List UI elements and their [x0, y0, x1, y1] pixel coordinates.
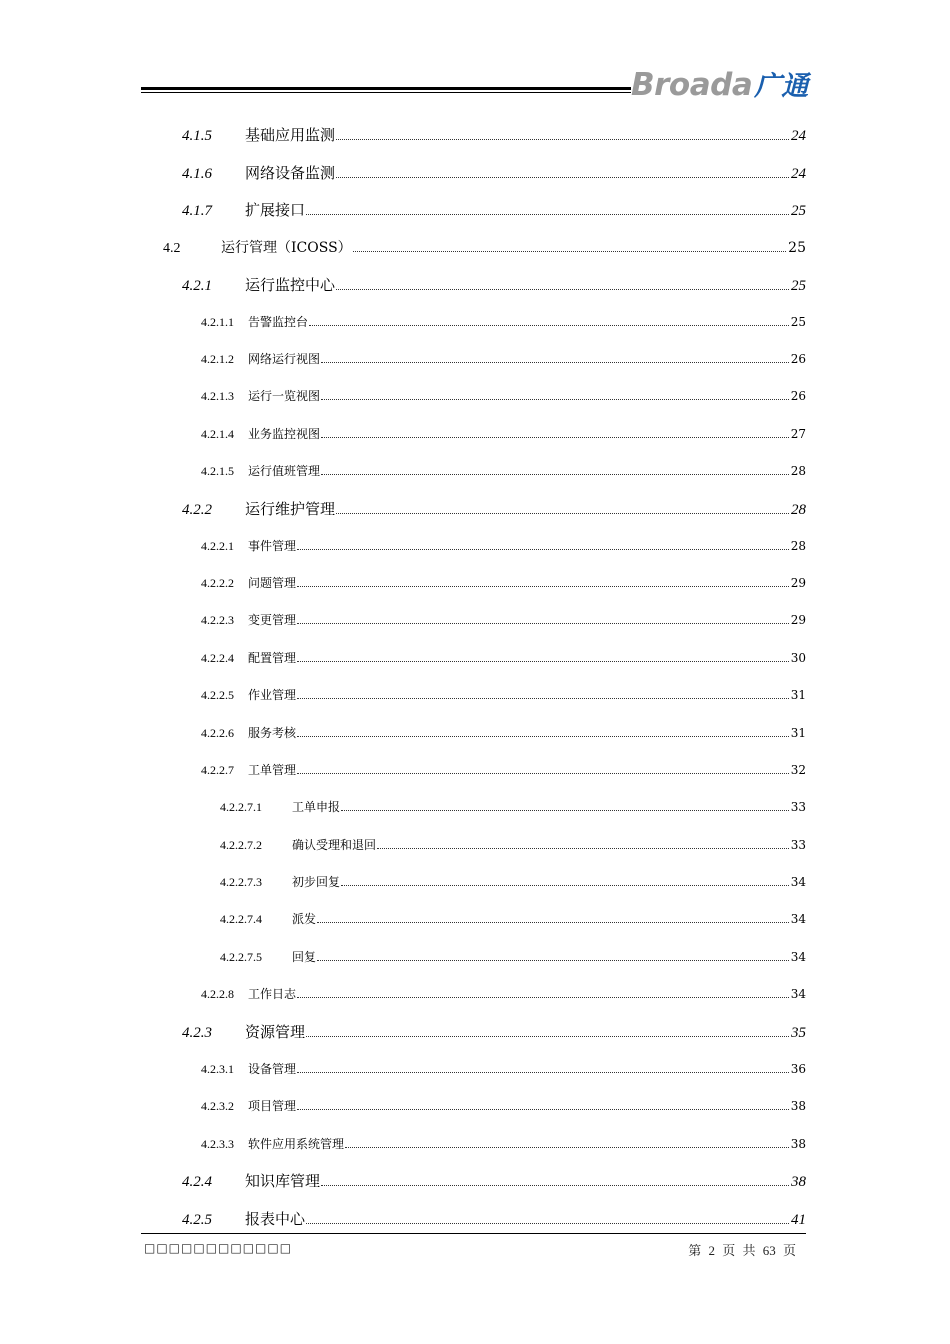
toc-entry[interactable]: [201, 425, 806, 442]
toc-number: 4.2.3.1: [201, 1062, 234, 1076]
toc-entry[interactable]: [201, 462, 806, 479]
toc-page-number: 41: [791, 1212, 806, 1228]
toc-leader-dots: [321, 398, 789, 400]
toc-number: 4.2.2.6: [201, 726, 234, 740]
toc-page-number: 33: [790, 800, 806, 814]
toc-title: 知识库管理: [245, 1172, 321, 1190]
toc-entry[interactable]: [201, 686, 806, 703]
toc-entry[interactable]: [201, 649, 806, 666]
toc-title: 告警监控台: [248, 315, 309, 329]
toc-title: 确认受理和退回: [292, 838, 377, 852]
toc-entry[interactable]: [201, 724, 806, 741]
toc-leader-dots: [297, 660, 789, 662]
toc-page-number: 28: [791, 502, 806, 518]
toc-title: 运行维护管理: [245, 500, 336, 518]
toc-entry[interactable]: [220, 873, 806, 890]
toc-number: 4.2.2.8: [201, 987, 234, 1001]
toc-title: 网络运行视图: [248, 352, 321, 366]
toc-entry[interactable]: [220, 948, 806, 965]
toc-number: 4.1.5: [182, 128, 212, 144]
toc-title: 工作日志: [248, 987, 297, 1001]
toc-leader-dots: [377, 847, 789, 849]
toc-title: 派发: [292, 912, 317, 926]
toc-entry[interactable]: [201, 1097, 806, 1114]
toc-page-number: 34: [790, 912, 806, 926]
toc-entry[interactable]: [182, 124, 806, 145]
toc-leader-dots: [306, 1222, 789, 1224]
toc-leader-dots: [353, 250, 787, 252]
footer-rule: [141, 1233, 806, 1234]
toc-page-number: 25: [791, 278, 806, 294]
toc-leader-dots: [341, 884, 789, 886]
toc-number: 4.2.1.3: [201, 389, 234, 403]
toc-number: 4.2.2.4: [201, 651, 234, 665]
toc-number: 4.2.2.7.3: [220, 875, 262, 889]
toc-leader-dots: [336, 176, 789, 178]
toc-title: 报表中心: [245, 1210, 306, 1228]
toc-title: 变更管理: [248, 613, 297, 627]
toc-number: 4.1.7: [182, 203, 212, 219]
toc-leader-dots: [341, 809, 789, 811]
toc-number: 4.2.2.2: [201, 576, 234, 590]
toc-entry[interactable]: [201, 537, 806, 554]
toc-entry[interactable]: [201, 761, 806, 778]
toc-entry[interactable]: [201, 387, 806, 404]
toc-leader-dots: [345, 1146, 789, 1148]
toc-entry[interactable]: [201, 350, 806, 367]
toc-leader-dots: [317, 921, 789, 923]
toc-page-number: 27: [790, 427, 806, 441]
toc-entry[interactable]: [182, 1170, 806, 1191]
toc-leader-dots: [317, 959, 789, 961]
toc-number: 4.2.2.7: [201, 763, 234, 777]
logo-text-en: Broada: [631, 67, 753, 103]
footer-page-number: 第 2 页 共 63 页: [688, 1243, 796, 1258]
toc-title: 运行值班管理: [248, 464, 321, 478]
toc-leader-dots: [297, 585, 789, 587]
toc-leader-dots: [297, 735, 789, 737]
toc-title: 问题管理: [248, 576, 297, 590]
toc-title: 运行管理（ICOSS）: [221, 240, 352, 256]
toc-page-number: 24: [791, 166, 806, 182]
toc-entry[interactable]: [182, 199, 806, 220]
toc-entry[interactable]: [201, 574, 806, 591]
toc-title: 服务考核: [248, 726, 297, 740]
toc-number: 4.2.1.4: [201, 427, 234, 441]
toc-page-number: 26: [790, 352, 806, 366]
toc-entry[interactable]: [201, 611, 806, 628]
footer-company: □□□□□□□□□□□□: [144, 1241, 293, 1255]
toc-page-number: 34: [790, 987, 806, 1001]
toc-leader-dots: [309, 324, 789, 326]
toc-number: 4.2.2.7.2: [220, 838, 262, 852]
toc-number: 4.2: [163, 241, 181, 256]
toc-page-number: 25: [790, 315, 806, 329]
toc-entry[interactable]: [182, 498, 806, 519]
broada-logo: [631, 64, 809, 103]
toc-title: 网络设备监测: [245, 164, 336, 182]
toc-page-number: 38: [791, 1174, 806, 1190]
toc-title: 工单申报: [292, 800, 341, 814]
toc-number: 4.2.2.7.1: [220, 800, 262, 814]
toc-leader-dots: [297, 1071, 789, 1073]
toc-page-number: 31: [790, 726, 806, 740]
toc-page-number: 35: [791, 1025, 806, 1041]
toc-leader-dots: [306, 1035, 789, 1037]
toc-entry[interactable]: [220, 798, 806, 815]
toc-number: 4.2.3.2: [201, 1099, 234, 1113]
toc-page-number: 29: [790, 576, 806, 590]
toc-number: 4.2.5: [182, 1212, 212, 1228]
toc-page-number: 25: [791, 203, 806, 219]
toc-title: 项目管理: [248, 1099, 297, 1113]
toc-number: 4.2.1: [182, 278, 212, 294]
toc-title: 软件应用系统管理: [248, 1137, 345, 1151]
toc-leader-dots: [297, 772, 789, 774]
toc-number: 4.2.1.1: [201, 315, 234, 329]
toc-entry[interactable]: [201, 1060, 806, 1077]
toc-page-number: 25: [788, 240, 806, 256]
toc-leader-dots: [321, 473, 789, 475]
toc-entry[interactable]: [182, 274, 806, 295]
toc-title: 业务监控视图: [248, 427, 321, 441]
toc-number: 4.2.2.7.5: [220, 950, 262, 964]
toc-leader-dots: [321, 361, 789, 363]
toc-page-number: 24: [791, 128, 806, 144]
toc-number: 4.2.2.5: [201, 688, 234, 702]
toc-entry[interactable]: [220, 836, 806, 853]
toc-leader-dots: [321, 1184, 789, 1186]
toc-leader-dots: [336, 138, 789, 140]
toc-page-number: 28: [790, 539, 806, 553]
toc-page-number: 34: [790, 950, 806, 964]
toc-leader-dots: [297, 697, 789, 699]
toc-title: 设备管理: [248, 1062, 297, 1076]
toc-number: 4.2.1.2: [201, 352, 234, 366]
toc-page-number: 26: [790, 389, 806, 403]
toc-entry[interactable]: [182, 162, 806, 183]
toc-title: 配置管理: [248, 651, 297, 665]
header-rule-thick: [141, 87, 631, 90]
toc-title: 作业管理: [248, 688, 297, 702]
toc-page-number: 31: [790, 688, 806, 702]
toc-entry[interactable]: [201, 1135, 806, 1152]
toc-number: 4.1.6: [182, 166, 212, 182]
toc-page-number: 38: [790, 1137, 806, 1151]
toc-page-number: 33: [790, 838, 806, 852]
toc-title: 回复: [292, 950, 317, 964]
logo-text-cn: 广通: [754, 71, 809, 102]
toc-number: 4.2.2.3: [201, 613, 234, 627]
toc-number: 4.2.3: [182, 1025, 212, 1041]
toc-title: 工单管理: [248, 763, 297, 777]
toc-entry[interactable]: [182, 1208, 806, 1229]
toc-leader-dots: [321, 436, 789, 438]
toc-leader-dots: [306, 213, 789, 215]
toc-entry[interactable]: [163, 237, 806, 257]
toc-leader-dots: [336, 288, 789, 290]
toc-title: 资源管理: [245, 1023, 306, 1041]
toc-entry[interactable]: [201, 985, 806, 1002]
toc-page-number: 32: [790, 763, 806, 777]
toc-leader-dots: [297, 996, 789, 998]
toc-page-number: 30: [790, 651, 806, 665]
toc-title: 运行监控中心: [245, 276, 336, 294]
toc-number: 4.2.2.7.4: [220, 912, 262, 926]
toc-leader-dots: [297, 622, 789, 624]
toc-page-number: 36: [790, 1062, 806, 1076]
toc-leader-dots: [297, 548, 789, 550]
toc-leader-dots: [336, 512, 789, 514]
toc-page-number: 28: [790, 464, 806, 478]
toc-entry[interactable]: [220, 910, 806, 927]
toc-number: 4.2.1.5: [201, 464, 234, 478]
toc-page-number: 38: [790, 1099, 806, 1113]
toc-entry[interactable]: [182, 1021, 806, 1042]
toc-entry[interactable]: [201, 313, 806, 330]
toc-page-number: 29: [790, 613, 806, 627]
toc-leader-dots: [297, 1108, 789, 1110]
toc-page-number: 34: [790, 875, 806, 889]
toc-title: 事件管理: [248, 539, 297, 553]
toc-number: 4.2.3.3: [201, 1137, 234, 1151]
toc-number: 4.2.4: [182, 1174, 212, 1190]
toc-title: 初步回复: [292, 875, 341, 889]
toc-title: 运行一览视图: [248, 389, 321, 403]
toc-title: 基础应用监测: [245, 126, 336, 144]
header-rule-thin: [141, 92, 631, 93]
toc-title: 扩展接口: [245, 201, 306, 219]
toc-number: 4.2.2.1: [201, 539, 234, 553]
toc-number: 4.2.2: [182, 502, 212, 518]
